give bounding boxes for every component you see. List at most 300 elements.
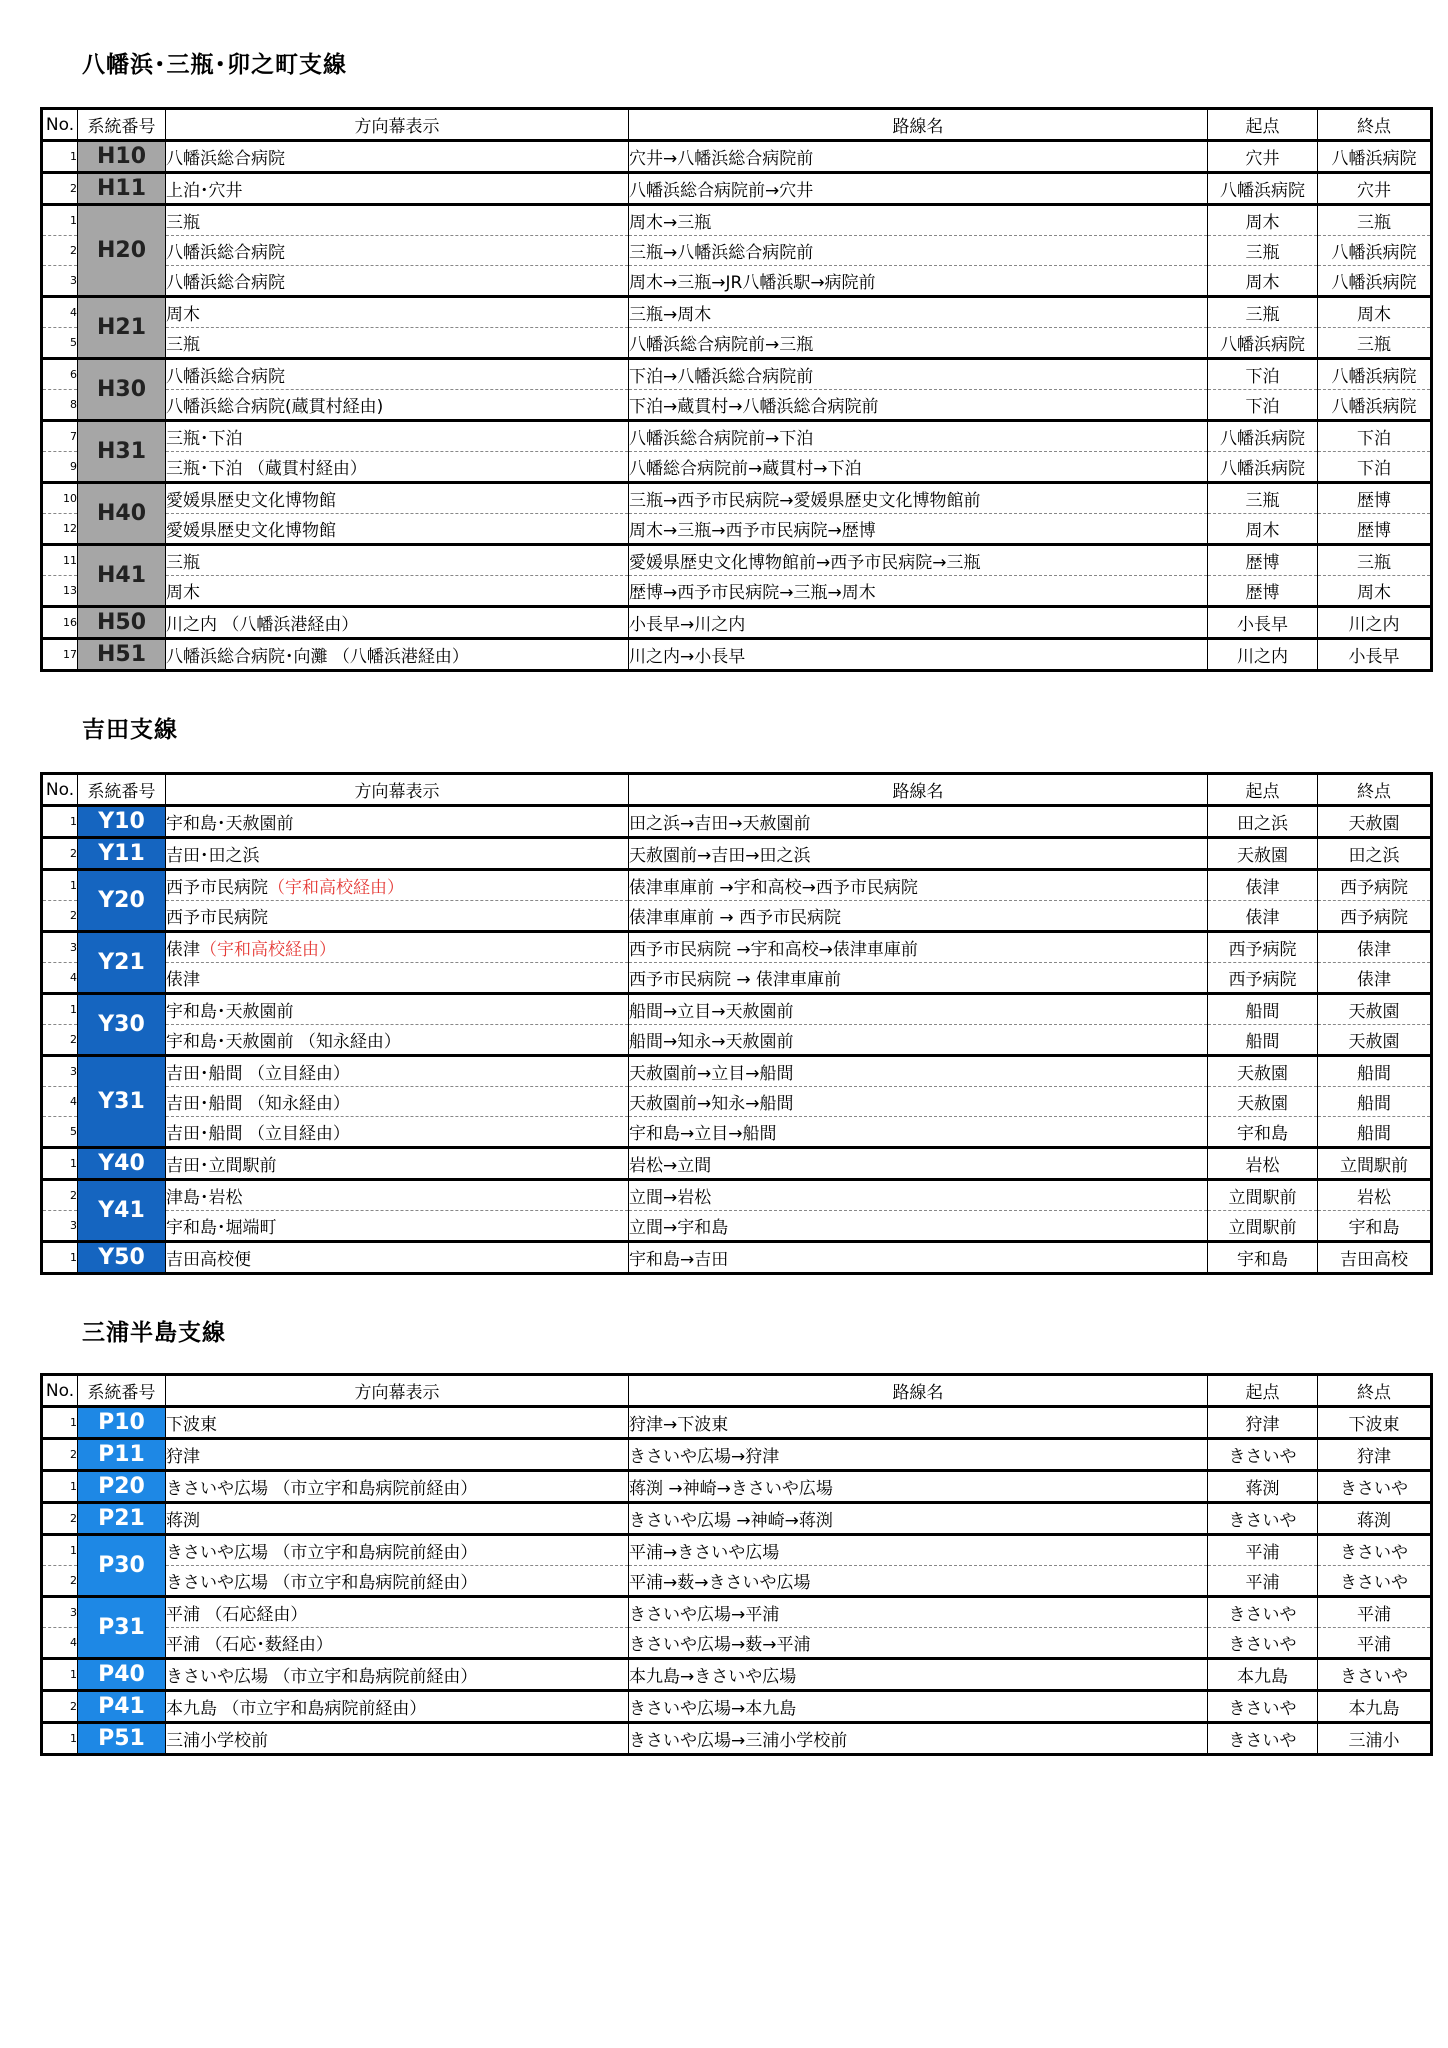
destination-display <box>166 236 629 266</box>
destination-display <box>166 1117 629 1148</box>
table-row <box>42 932 1432 963</box>
table-row <box>42 1025 1432 1056</box>
destination-display <box>166 1180 629 1211</box>
row-number: 1 <box>42 141 78 173</box>
route-code: H51 <box>78 639 166 671</box>
destination-text: 俵津 <box>166 940 200 960</box>
route-code: H21 <box>78 297 166 359</box>
end-stop: 下泊 <box>1318 421 1432 452</box>
end-stop: きさいや <box>1318 1535 1432 1566</box>
route-name: きさいや広場 →神崎→蒋渕 <box>629 1503 1208 1535</box>
end-stop: 船間 <box>1318 1056 1432 1087</box>
destination-text: 宇和島･堀端町 <box>166 1218 277 1238</box>
col-header-no: No. <box>42 109 78 141</box>
route-name: 俵津車庫前 → 西予市民病院 <box>629 901 1208 932</box>
destination-text: 三瓶 <box>166 335 200 355</box>
end-stop: 俵津 <box>1318 963 1432 994</box>
row-number: 2 <box>42 1439 78 1471</box>
destination-text: 狩津 <box>166 1447 200 1467</box>
route-name: 周木→三瓶 <box>629 205 1208 236</box>
destination-display <box>166 1691 629 1723</box>
end-stop: 下泊 <box>1318 452 1432 483</box>
destination-display <box>166 421 629 452</box>
start-stop: きさいや <box>1208 1691 1318 1723</box>
end-stop: きさいや <box>1318 1471 1432 1503</box>
end-stop: 天赦園 <box>1318 806 1432 838</box>
route-table <box>40 107 1433 672</box>
table-row <box>42 1628 1432 1659</box>
row-number: 3 <box>42 266 78 297</box>
destination-display <box>166 297 629 328</box>
route-name: 平浦→薮→きさいや広場 <box>629 1566 1208 1597</box>
end-stop: 船間 <box>1318 1087 1432 1117</box>
route-name: 八幡浜総合病院前→下泊 <box>629 421 1208 452</box>
table-row <box>42 838 1432 870</box>
start-stop: 俵津 <box>1208 901 1318 932</box>
destination-display <box>166 870 629 901</box>
route-name: 岩松→立間 <box>629 1148 1208 1180</box>
route-code: H40 <box>78 483 166 545</box>
route-name: 宇和島→立目→船間 <box>629 1117 1208 1148</box>
start-stop: 小長早 <box>1208 607 1318 639</box>
destination-display <box>166 359 629 390</box>
route-name: 周木→三瓶→JR八幡浜駅→病院前 <box>629 266 1208 297</box>
route-name: きさいや広場→本九島 <box>629 1691 1208 1723</box>
route-code: Y40 <box>78 1148 166 1180</box>
row-number: 12 <box>42 514 78 545</box>
destination-text: 愛媛県歴史文化博物館 <box>166 521 336 541</box>
destination-text: 八幡浜総合病院 <box>166 149 285 169</box>
start-stop: 立間駅前 <box>1208 1211 1318 1242</box>
destination-display <box>166 1211 629 1242</box>
row-number: 17 <box>42 639 78 671</box>
end-stop: 八幡浜病院 <box>1318 236 1432 266</box>
row-number: 1 <box>42 205 78 236</box>
col-header-start: 起点 <box>1208 1375 1318 1407</box>
route-name: 八幡浜総合病院前→穴井 <box>629 173 1208 205</box>
col-header-display: 方向幕表示 <box>166 109 629 141</box>
end-stop: 本九島 <box>1318 1691 1432 1723</box>
destination-display <box>166 1025 629 1056</box>
col-header-route: 路線名 <box>629 109 1208 141</box>
destination-display <box>166 1628 629 1659</box>
col-header-end: 終点 <box>1318 1375 1432 1407</box>
row-number: 13 <box>42 576 78 607</box>
table-row <box>42 390 1432 421</box>
end-stop: 俵津 <box>1318 932 1432 963</box>
route-code: Y50 <box>78 1242 166 1274</box>
end-stop: 八幡浜病院 <box>1318 390 1432 421</box>
route-code: H20 <box>78 205 166 297</box>
start-stop: 下泊 <box>1208 390 1318 421</box>
end-stop: 宇和島 <box>1318 1211 1432 1242</box>
row-number: 2 <box>42 838 78 870</box>
route-name: 穴井→八幡浜総合病院前 <box>629 141 1208 173</box>
destination-text: きさいや広場 （市立宇和島病院前経由） <box>166 1479 478 1499</box>
destination-display <box>166 639 629 671</box>
start-stop: 三瓶 <box>1208 236 1318 266</box>
via-note: （宇和高校経由） <box>268 878 404 898</box>
destination-display <box>166 901 629 932</box>
destination-display <box>166 963 629 994</box>
end-stop: 船間 <box>1318 1117 1432 1148</box>
col-header-start: 起点 <box>1208 109 1318 141</box>
end-stop: 下波東 <box>1318 1407 1432 1439</box>
table-row <box>42 328 1432 359</box>
table-row <box>42 1087 1432 1117</box>
start-stop: 平浦 <box>1208 1535 1318 1566</box>
table-row <box>42 806 1432 838</box>
end-stop: 周木 <box>1318 297 1432 328</box>
row-number: 1 <box>42 1242 78 1274</box>
end-stop: 西予病院 <box>1318 901 1432 932</box>
row-number: 1 <box>42 1723 78 1755</box>
table-row <box>42 1503 1432 1535</box>
table-row <box>42 1471 1432 1503</box>
end-stop: 三瓶 <box>1318 328 1432 359</box>
row-number: 5 <box>42 1117 78 1148</box>
destination-display <box>166 1056 629 1087</box>
end-stop: 蒋渕 <box>1318 1503 1432 1535</box>
destination-text: 三浦小学校前 <box>166 1731 268 1751</box>
route-name: 本九島→きさいや広場 <box>629 1659 1208 1691</box>
row-number: 3 <box>42 1597 78 1628</box>
destination-display <box>166 607 629 639</box>
start-stop: 狩津 <box>1208 1407 1318 1439</box>
end-stop: 岩松 <box>1318 1180 1432 1211</box>
end-stop: きさいや <box>1318 1566 1432 1597</box>
end-stop: 平浦 <box>1318 1597 1432 1628</box>
destination-text: 宇和島･天赦園前 <box>166 1002 294 1022</box>
end-stop: 穴井 <box>1318 173 1432 205</box>
table-row <box>42 1407 1432 1439</box>
row-number: 1 <box>42 806 78 838</box>
section-title: 三浦半島支線 <box>82 1320 226 1346</box>
destination-text: 下波東 <box>166 1415 217 1435</box>
route-name: 立間→岩松 <box>629 1180 1208 1211</box>
start-stop: 八幡浜病院 <box>1208 421 1318 452</box>
destination-text: 愛媛県歴史文化博物館 <box>166 491 336 511</box>
destination-text: 八幡浜総合病院 <box>166 243 285 263</box>
start-stop: 岩松 <box>1208 1148 1318 1180</box>
start-stop: きさいや <box>1208 1503 1318 1535</box>
route-code: P30 <box>78 1535 166 1597</box>
destination-text: 川之内 （八幡浜港経由） <box>166 615 359 635</box>
col-header-route: 路線名 <box>629 774 1208 806</box>
destination-text: 西予市民病院 <box>166 908 268 928</box>
route-name: 立間→宇和島 <box>629 1211 1208 1242</box>
route-code: Y20 <box>78 870 166 932</box>
row-number: 3 <box>42 1056 78 1087</box>
destination-text: 三瓶 <box>166 213 200 233</box>
destination-text: 吉田･船間 （立目経由） <box>166 1064 350 1084</box>
destination-text: 三瓶 <box>166 553 200 573</box>
route-name: 小長早→川之内 <box>629 607 1208 639</box>
table-row <box>42 963 1432 994</box>
end-stop: 天赦園 <box>1318 1025 1432 1056</box>
row-number: 1 <box>42 994 78 1025</box>
end-stop: 三浦小 <box>1318 1723 1432 1755</box>
destination-text: 八幡浜総合病院 <box>166 367 285 387</box>
end-stop: 八幡浜病院 <box>1318 359 1432 390</box>
destination-display <box>166 514 629 545</box>
row-number: 4 <box>42 297 78 328</box>
start-stop: 三瓶 <box>1208 483 1318 514</box>
start-stop: 宇和島 <box>1208 1242 1318 1274</box>
route-name: 俵津車庫前 →宇和高校→西予市民病院 <box>629 870 1208 901</box>
start-stop: きさいや <box>1208 1597 1318 1628</box>
table-row <box>42 639 1432 671</box>
end-stop: 周木 <box>1318 576 1432 607</box>
col-header-end: 終点 <box>1318 774 1432 806</box>
route-code: H11 <box>78 173 166 205</box>
start-stop: 穴井 <box>1208 141 1318 173</box>
start-stop: 天赦園 <box>1208 1056 1318 1087</box>
destination-text: きさいや広場 （市立宇和島病院前経由） <box>166 1667 478 1687</box>
end-stop: 三瓶 <box>1318 205 1432 236</box>
row-number: 8 <box>42 390 78 421</box>
destination-text: 吉田高校便 <box>166 1250 251 1270</box>
row-number: 3 <box>42 932 78 963</box>
row-number: 2 <box>42 901 78 932</box>
table-row <box>42 421 1432 452</box>
destination-display <box>166 483 629 514</box>
route-name: 平浦→きさいや広場 <box>629 1535 1208 1566</box>
table-row <box>42 452 1432 483</box>
table-row <box>42 514 1432 545</box>
start-stop: 船間 <box>1208 994 1318 1025</box>
end-stop: 西予病院 <box>1318 870 1432 901</box>
route-name: 三瓶→西予市民病院→愛媛県歴史文化博物館前 <box>629 483 1208 514</box>
destination-display <box>166 141 629 173</box>
table-row <box>42 576 1432 607</box>
destination-text: 上泊･穴井 <box>166 181 243 201</box>
destination-display <box>166 1535 629 1566</box>
start-stop: 三瓶 <box>1208 297 1318 328</box>
table-row <box>42 1211 1432 1242</box>
destination-text: 吉田･船間 （立目経由） <box>166 1124 350 1144</box>
table-row <box>42 901 1432 932</box>
route-name: 船間→知永→天赦園前 <box>629 1025 1208 1056</box>
destination-text: 俵津 <box>166 970 200 990</box>
start-stop: きさいや <box>1208 1628 1318 1659</box>
start-stop: 天赦園 <box>1208 838 1318 870</box>
table-row <box>42 1439 1432 1471</box>
destination-display <box>166 806 629 838</box>
destination-display <box>166 266 629 297</box>
destination-text: 吉田･船間 （知永経由） <box>166 1094 350 1114</box>
route-code: H50 <box>78 607 166 639</box>
route-table <box>40 1373 1433 1756</box>
table-row <box>42 1242 1432 1274</box>
route-name: 八幡総合病院前→蔵貫村→下泊 <box>629 452 1208 483</box>
end-stop: 歴博 <box>1318 483 1432 514</box>
table-row <box>42 1723 1432 1755</box>
start-stop: 西予病院 <box>1208 963 1318 994</box>
destination-text: 西予市民病院 <box>166 878 268 898</box>
route-code: H30 <box>78 359 166 421</box>
start-stop: 周木 <box>1208 514 1318 545</box>
route-code: H31 <box>78 421 166 483</box>
route-name: 西予市民病院 →宇和高校→俵津車庫前 <box>629 932 1208 963</box>
start-stop: 船間 <box>1208 1025 1318 1056</box>
destination-text: 三瓶･下泊 <box>166 429 243 449</box>
destination-text: 平浦 （石応･薮経由） <box>166 1635 333 1655</box>
destination-text: 吉田･田之浜 <box>166 846 260 866</box>
col-header-start: 起点 <box>1208 774 1318 806</box>
table-row <box>42 297 1432 328</box>
table-row <box>42 483 1432 514</box>
col-header-code: 系統番号 <box>78 109 166 141</box>
destination-display <box>166 1148 629 1180</box>
destination-text: 宇和島･天赦園前 （知永経由） <box>166 1032 401 1052</box>
route-code: P11 <box>78 1439 166 1471</box>
start-stop: 立間駅前 <box>1208 1180 1318 1211</box>
row-number: 4 <box>42 1087 78 1117</box>
table-row <box>42 266 1432 297</box>
end-stop: 天赦園 <box>1318 994 1432 1025</box>
destination-text: 本九島 （市立宇和島病院前経由） <box>166 1699 427 1719</box>
route-code: Y31 <box>78 1056 166 1148</box>
destination-text: 宇和島･天赦園前 <box>166 814 294 834</box>
destination-display <box>166 205 629 236</box>
end-stop: 立間駅前 <box>1318 1148 1432 1180</box>
route-name: 天赦園前→知永→船間 <box>629 1087 1208 1117</box>
row-number: 7 <box>42 421 78 452</box>
route-code: Y21 <box>78 932 166 994</box>
route-name: きさいや広場→三浦小学校前 <box>629 1723 1208 1755</box>
row-number: 2 <box>42 173 78 205</box>
route-name: 狩津→下波東 <box>629 1407 1208 1439</box>
destination-text: 吉田･立間駅前 <box>166 1156 277 1176</box>
destination-text: 周木 <box>166 305 200 325</box>
table-row <box>42 1535 1432 1566</box>
destination-display <box>166 576 629 607</box>
destination-text: 八幡浜総合病院(蔵貫村経由) <box>166 397 384 417</box>
table-row <box>42 1691 1432 1723</box>
end-stop: 三瓶 <box>1318 545 1432 576</box>
destination-text: 蒋渕 <box>166 1511 200 1531</box>
route-table <box>40 772 1433 1275</box>
table-row <box>42 1566 1432 1597</box>
start-stop: 下泊 <box>1208 359 1318 390</box>
end-stop: 田之浜 <box>1318 838 1432 870</box>
route-code: P41 <box>78 1691 166 1723</box>
row-number: 1 <box>42 1148 78 1180</box>
destination-text: 八幡浜総合病院･向灘 （八幡浜港経由） <box>166 647 469 667</box>
destination-display <box>166 1566 629 1597</box>
row-number: 5 <box>42 328 78 359</box>
table-row <box>42 870 1432 901</box>
destination-text: きさいや広場 （市立宇和島病院前経由） <box>166 1543 478 1563</box>
destination-display <box>166 545 629 576</box>
table-row <box>42 1056 1432 1087</box>
table-row <box>42 607 1432 639</box>
route-name: 川之内→小長早 <box>629 639 1208 671</box>
route-code: P40 <box>78 1659 166 1691</box>
row-number: 4 <box>42 1628 78 1659</box>
row-number: 16 <box>42 607 78 639</box>
destination-text: 三瓶･下泊 （蔵貫村経由） <box>166 459 367 479</box>
table-row <box>42 1117 1432 1148</box>
col-header-code: 系統番号 <box>78 774 166 806</box>
route-code: Y11 <box>78 838 166 870</box>
route-code: Y10 <box>78 806 166 838</box>
col-header-no: No. <box>42 1375 78 1407</box>
row-number: 6 <box>42 359 78 390</box>
end-stop: 八幡浜病院 <box>1318 266 1432 297</box>
section-title: 八幡浜･三瓶･卯之町支線 <box>82 52 347 78</box>
start-stop: 西予病院 <box>1208 932 1318 963</box>
route-name: 下泊→八幡浜総合病院前 <box>629 359 1208 390</box>
route-name: 船間→立目→天赦園前 <box>629 994 1208 1025</box>
route-code: P31 <box>78 1597 166 1659</box>
route-name: 周木→三瓶→西予市民病院→歴博 <box>629 514 1208 545</box>
row-number: 11 <box>42 545 78 576</box>
start-stop: 周木 <box>1208 266 1318 297</box>
end-stop: 歴博 <box>1318 514 1432 545</box>
route-name: 田之浜→吉田→天赦園前 <box>629 806 1208 838</box>
table-row <box>42 994 1432 1025</box>
col-header-end: 終点 <box>1318 109 1432 141</box>
route-name: 八幡浜総合病院前→三瓶 <box>629 328 1208 359</box>
start-stop: きさいや <box>1208 1723 1318 1755</box>
destination-display <box>166 1471 629 1503</box>
route-name: 下泊→蔵貫村→八幡浜総合病院前 <box>629 390 1208 421</box>
start-stop: 蒋渕 <box>1208 1471 1318 1503</box>
destination-display <box>166 452 629 483</box>
destination-display <box>166 994 629 1025</box>
destination-display <box>166 1723 629 1755</box>
start-stop: 周木 <box>1208 205 1318 236</box>
section-title: 吉田支線 <box>82 717 178 743</box>
route-name: 宇和島→吉田 <box>629 1242 1208 1274</box>
row-number: 1 <box>42 1535 78 1566</box>
row-number: 2 <box>42 1180 78 1211</box>
route-code: Y30 <box>78 994 166 1056</box>
route-name: 三瓶→八幡浜総合病院前 <box>629 236 1208 266</box>
route-code: P10 <box>78 1407 166 1439</box>
row-number: 1 <box>42 1407 78 1439</box>
destination-display <box>166 1087 629 1117</box>
route-name: 蒋渕 →神崎→きさいや広場 <box>629 1471 1208 1503</box>
start-stop: 平浦 <box>1208 1566 1318 1597</box>
destination-text: 平浦 （石応経由） <box>166 1605 308 1625</box>
start-stop: 歴博 <box>1208 576 1318 607</box>
destination-display <box>166 1407 629 1439</box>
table-row <box>42 236 1432 266</box>
end-stop: 平浦 <box>1318 1628 1432 1659</box>
start-stop: 本九島 <box>1208 1659 1318 1691</box>
destination-display <box>166 390 629 421</box>
destination-display <box>166 328 629 359</box>
route-code: H10 <box>78 141 166 173</box>
route-name: 三瓶→周木 <box>629 297 1208 328</box>
row-number: 4 <box>42 963 78 994</box>
row-number: 2 <box>42 1025 78 1056</box>
route-name: きさいや広場→平浦 <box>629 1597 1208 1628</box>
row-number: 9 <box>42 452 78 483</box>
route-name: 天赦園前→立目→船間 <box>629 1056 1208 1087</box>
destination-display <box>166 1242 629 1274</box>
start-stop: 俵津 <box>1208 870 1318 901</box>
col-header-display: 方向幕表示 <box>166 774 629 806</box>
route-code: P20 <box>78 1471 166 1503</box>
col-header-route: 路線名 <box>629 1375 1208 1407</box>
destination-display <box>166 838 629 870</box>
destination-display <box>166 1597 629 1628</box>
route-name: 天赦園前→吉田→田之浜 <box>629 838 1208 870</box>
